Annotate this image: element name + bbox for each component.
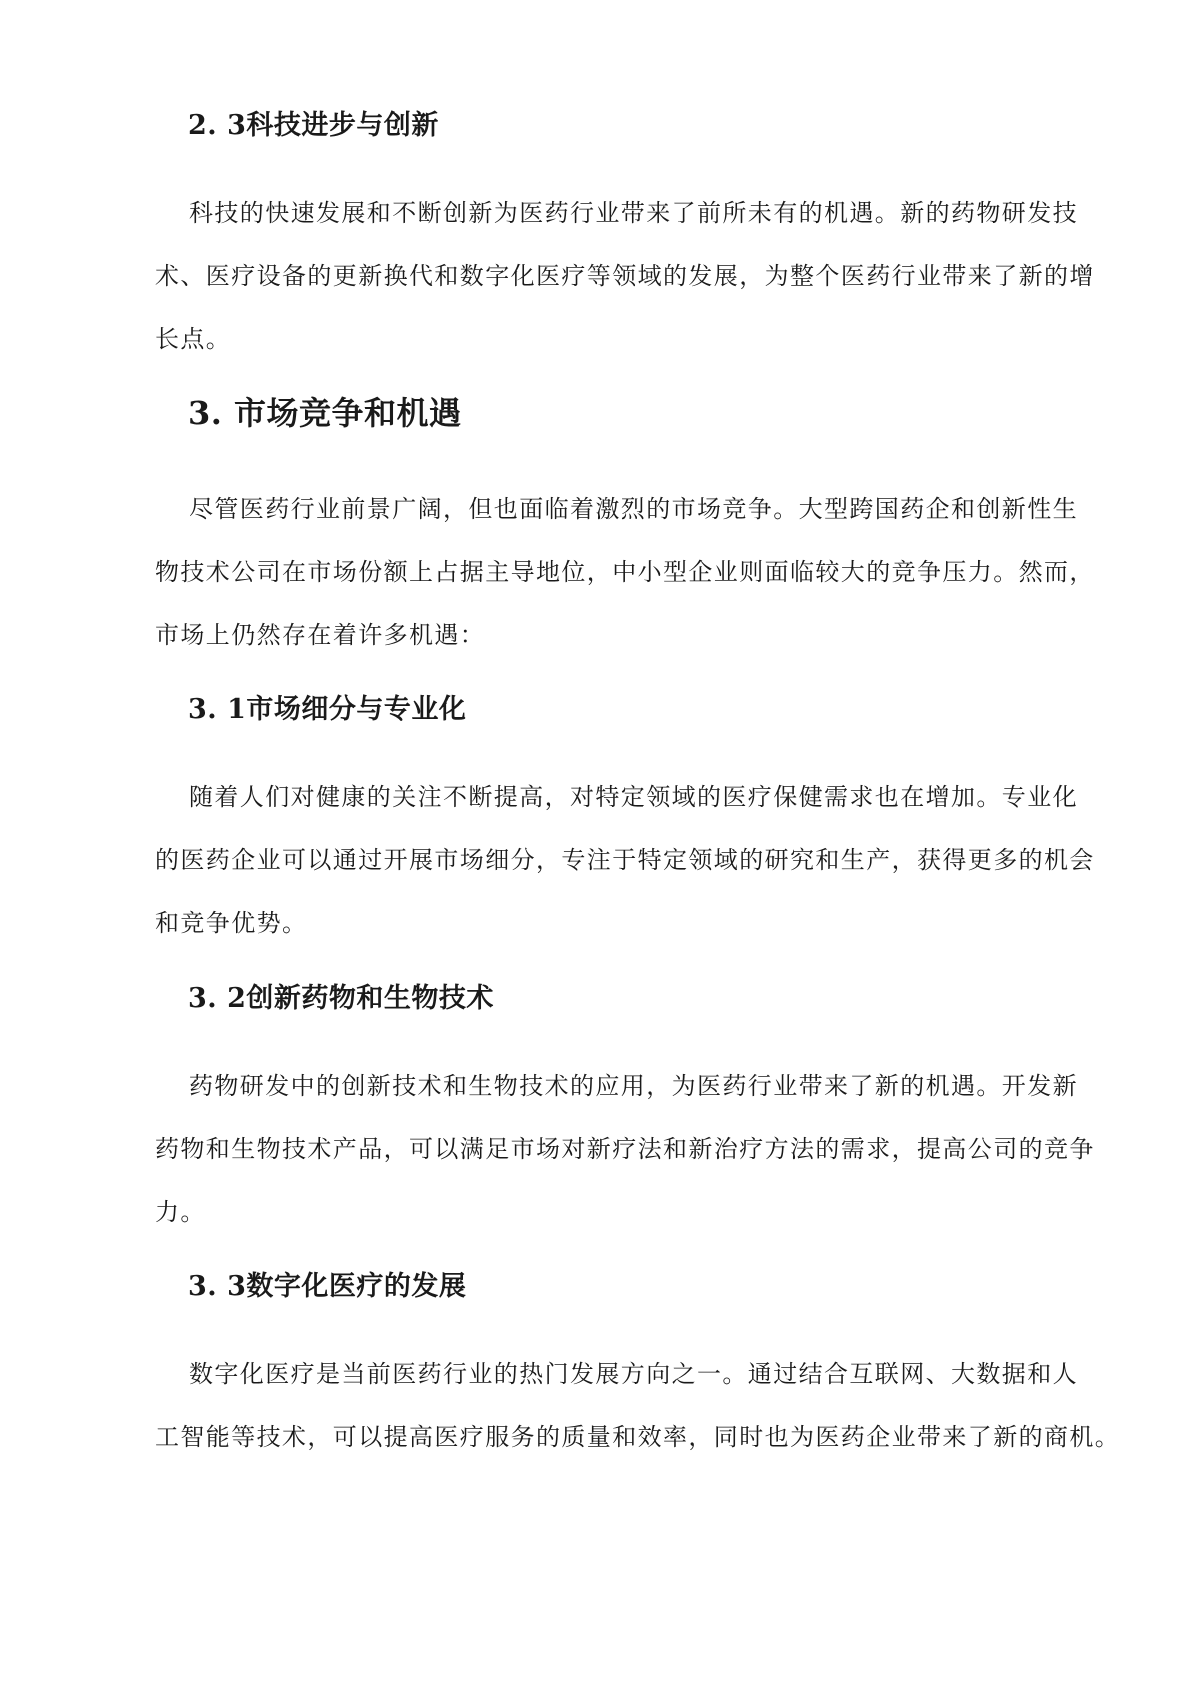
paragraph-line: 药物研发中的创新技术和生物技术的应用，为医药行业带来了新的机遇。开发新 <box>189 1072 1078 1100</box>
paragraph-line: 尽管医药行业前景广阔，但也面临着激烈的市场竞争。大型跨国药企和创新性生 <box>189 495 1078 523</box>
section-heading-3-1: 3. 1市场细分与专业化 <box>188 694 467 725</box>
paragraph-2-3 <box>155 182 1095 371</box>
paragraph-line: 药物和生物技术产品，可以满足市场对新疗法和新治疗方法的需求，提高公司的竞争 <box>155 1135 1095 1163</box>
section-heading-3-2: 3. 2创新药物和生物技术 <box>188 983 494 1014</box>
paragraph-3-1 <box>155 766 1095 955</box>
paragraph-line: 随着人们对健康的关注不断提高，对特定领域的医疗保健需求也在增加。专业化 <box>189 783 1078 811</box>
section-heading-3: 3. 市场竞争和机遇 <box>188 394 462 432</box>
paragraph-line: 工智能等技术，可以提高医疗服务的质量和效率，同时也为医药企业带来了新的商机。 <box>155 1423 1121 1451</box>
paragraph-line: 物技术公司在市场份额上占据主导地位，中小型企业则面临较大的竞争压力。然而， <box>155 558 1095 586</box>
paragraph-line: 数字化医疗是当前医药行业的热门发展方向之一。通过结合互联网、大数据和人 <box>189 1360 1078 1388</box>
paragraph-line: 力。 <box>155 1198 206 1226</box>
paragraph-3 <box>155 478 1095 667</box>
paragraph-line: 术、医疗设备的更新换代和数字化医疗等领域的发展，为整个医药行业带来了新的增 <box>155 262 1095 290</box>
paragraph-line: 长点。 <box>155 325 232 353</box>
paragraph-3-3 <box>155 1343 1121 1469</box>
section-heading-3-3: 3. 3数字化医疗的发展 <box>188 1271 467 1302</box>
paragraph-3-2 <box>155 1055 1095 1244</box>
paragraph-line: 的医药企业可以通过开展市场细分，专注于特定领域的研究和生产，获得更多的机会 <box>155 846 1095 874</box>
section-heading-2-3: 2. 3科技进步与创新 <box>188 110 439 141</box>
paragraph-line: 市场上仍然存在着许多机遇： <box>155 621 486 649</box>
paragraph-line: 和竞争优势。 <box>155 909 308 937</box>
paragraph-line: 科技的快速发展和不断创新为医药行业带来了前所未有的机遇。新的药物研发技 <box>189 199 1078 227</box>
